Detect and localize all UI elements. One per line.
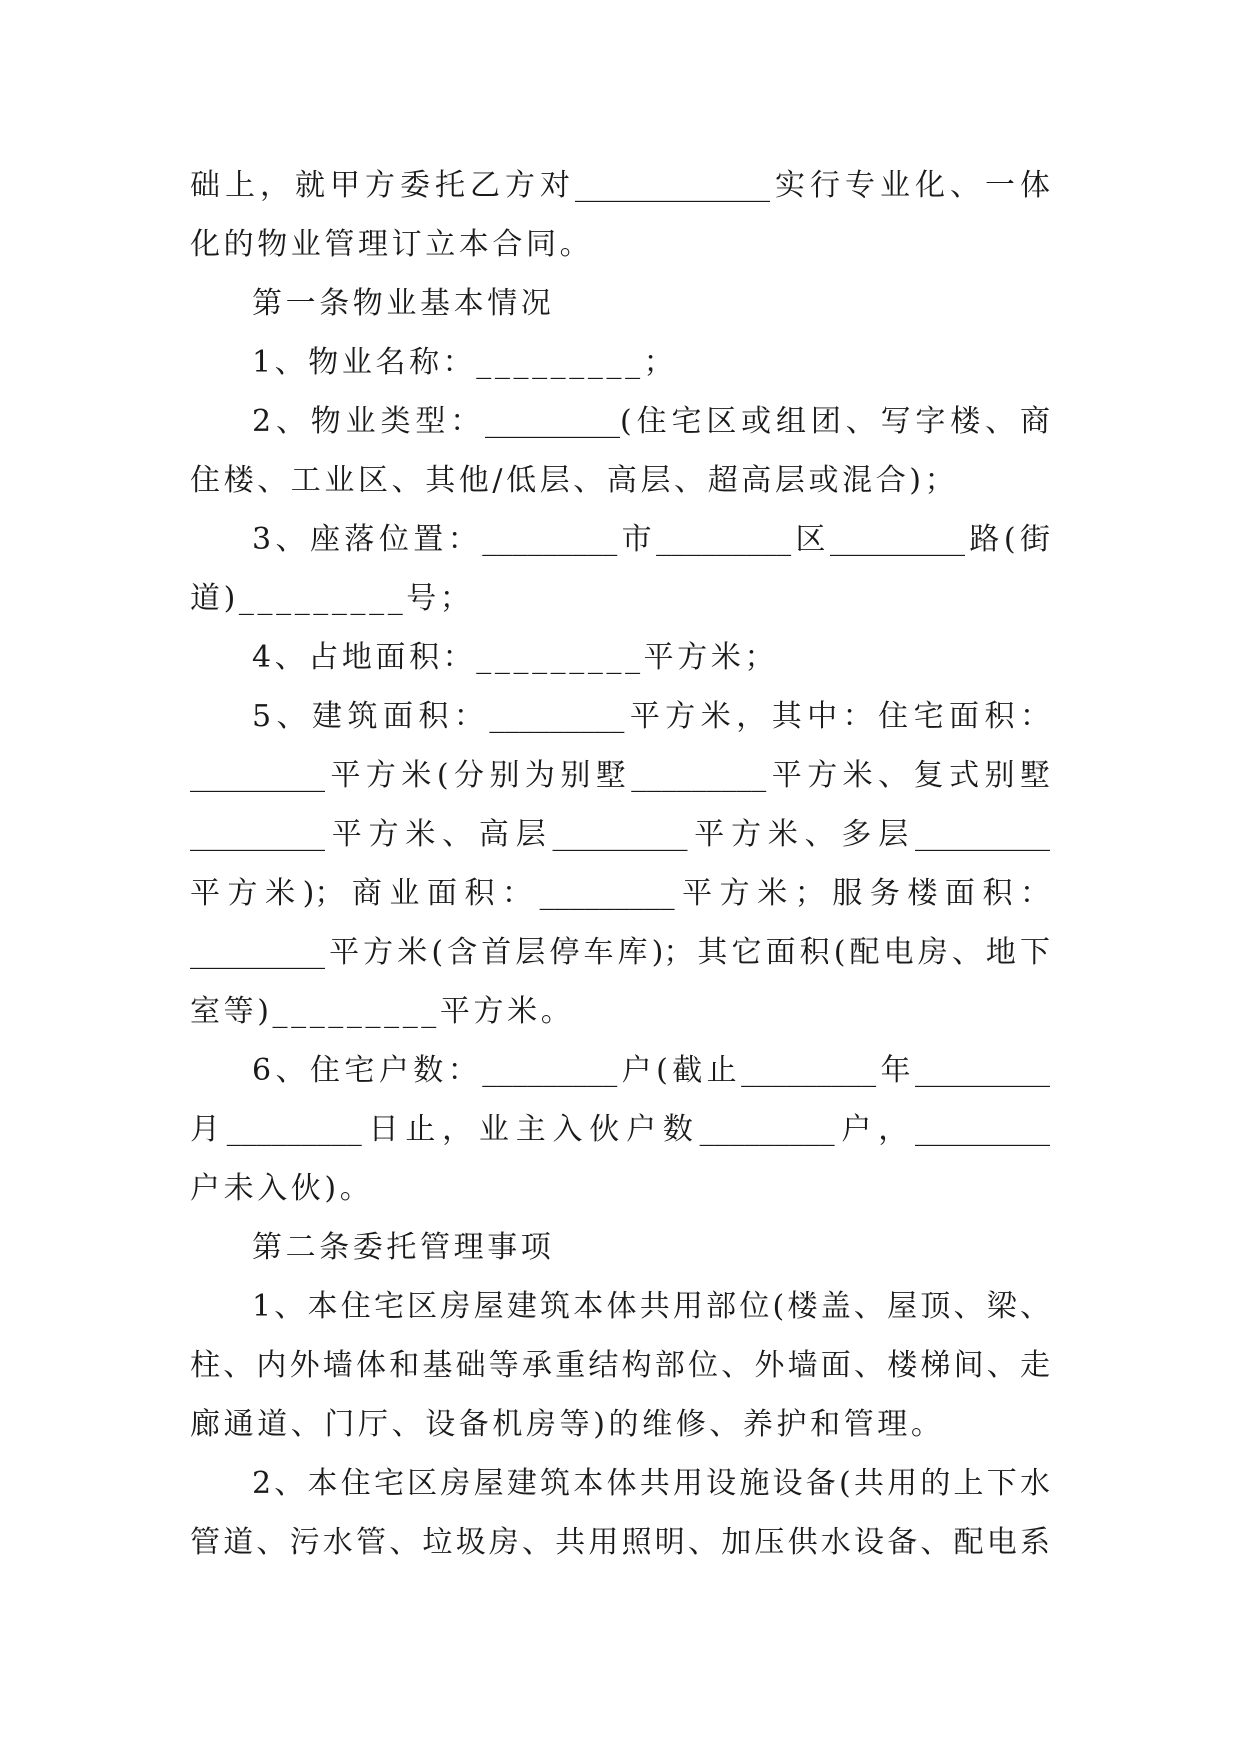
paragraph-line: 柱、内外墙体和基础等承重结构部位、外墙面、楼梯间、走 (190, 1348, 1050, 1383)
paragraph-line: 3、座落位置：_________市_________区_________路(街 (252, 522, 1050, 557)
paragraph-line: 6、住宅户数：_________户(截止_________年_________ (252, 1053, 1050, 1088)
paragraph-line: 2、本住宅区房屋建筑本体共用设施设备(共用的上下水 (252, 1466, 1050, 1501)
paragraph-line: 5、建筑面积：_________平方米，其中：住宅面积： (252, 699, 1050, 734)
paragraph-line: _________平方米(含首层停车库)；其它面积(配电房、地下 (190, 935, 1050, 970)
section-heading: 第一条物业基本情况 (252, 286, 555, 321)
section-heading: 第二条委托管理事项 (252, 1230, 555, 1265)
paragraph-line: 户未入伙)。 (190, 1171, 374, 1206)
paragraph-line: 1、本住宅区房屋建筑本体共用部位(楼盖、屋顶、梁、 (252, 1289, 1050, 1324)
paragraph-line: 月_________日止，业主入伙户数_________户，_________ (190, 1112, 1050, 1147)
paragraph-line: _________平方米、高层_________平方米、多层_________ (190, 817, 1050, 852)
paragraph-line: 住楼、工业区、其他/低层、高层、超高层或混合)； (190, 463, 959, 498)
paragraph-line: 廊通道、门厅、设备机房等)的维修、养护和管理。 (190, 1407, 945, 1442)
paragraph-line: 室等)_________平方米。 (190, 994, 575, 1029)
paragraph-line: 管道、污水管、垃圾房、共用照明、加压供水设备、配电系 (190, 1525, 1050, 1560)
paragraph-line: 化的物业管理订立本合同。 (190, 227, 594, 262)
paragraph-line: _________平方米(分别为别墅_________平方米、复式别墅 (190, 758, 1050, 793)
paragraph-line: 础上，就甲方委托乙方对_____________实行专业化、一体 (190, 168, 1050, 203)
paragraph-line: 道)_________号； (190, 581, 474, 616)
paragraph-line: 平方米)；商业面积：_________平方米；服务楼面积： (190, 876, 1050, 911)
paragraph-line: 1、物业名称：_________； (252, 345, 678, 380)
paragraph-line: 2、物业类型：_________(住宅区或组团、写字楼、商 (252, 404, 1050, 439)
paragraph-line: 4、占地面积：_________平方米； (252, 640, 779, 675)
